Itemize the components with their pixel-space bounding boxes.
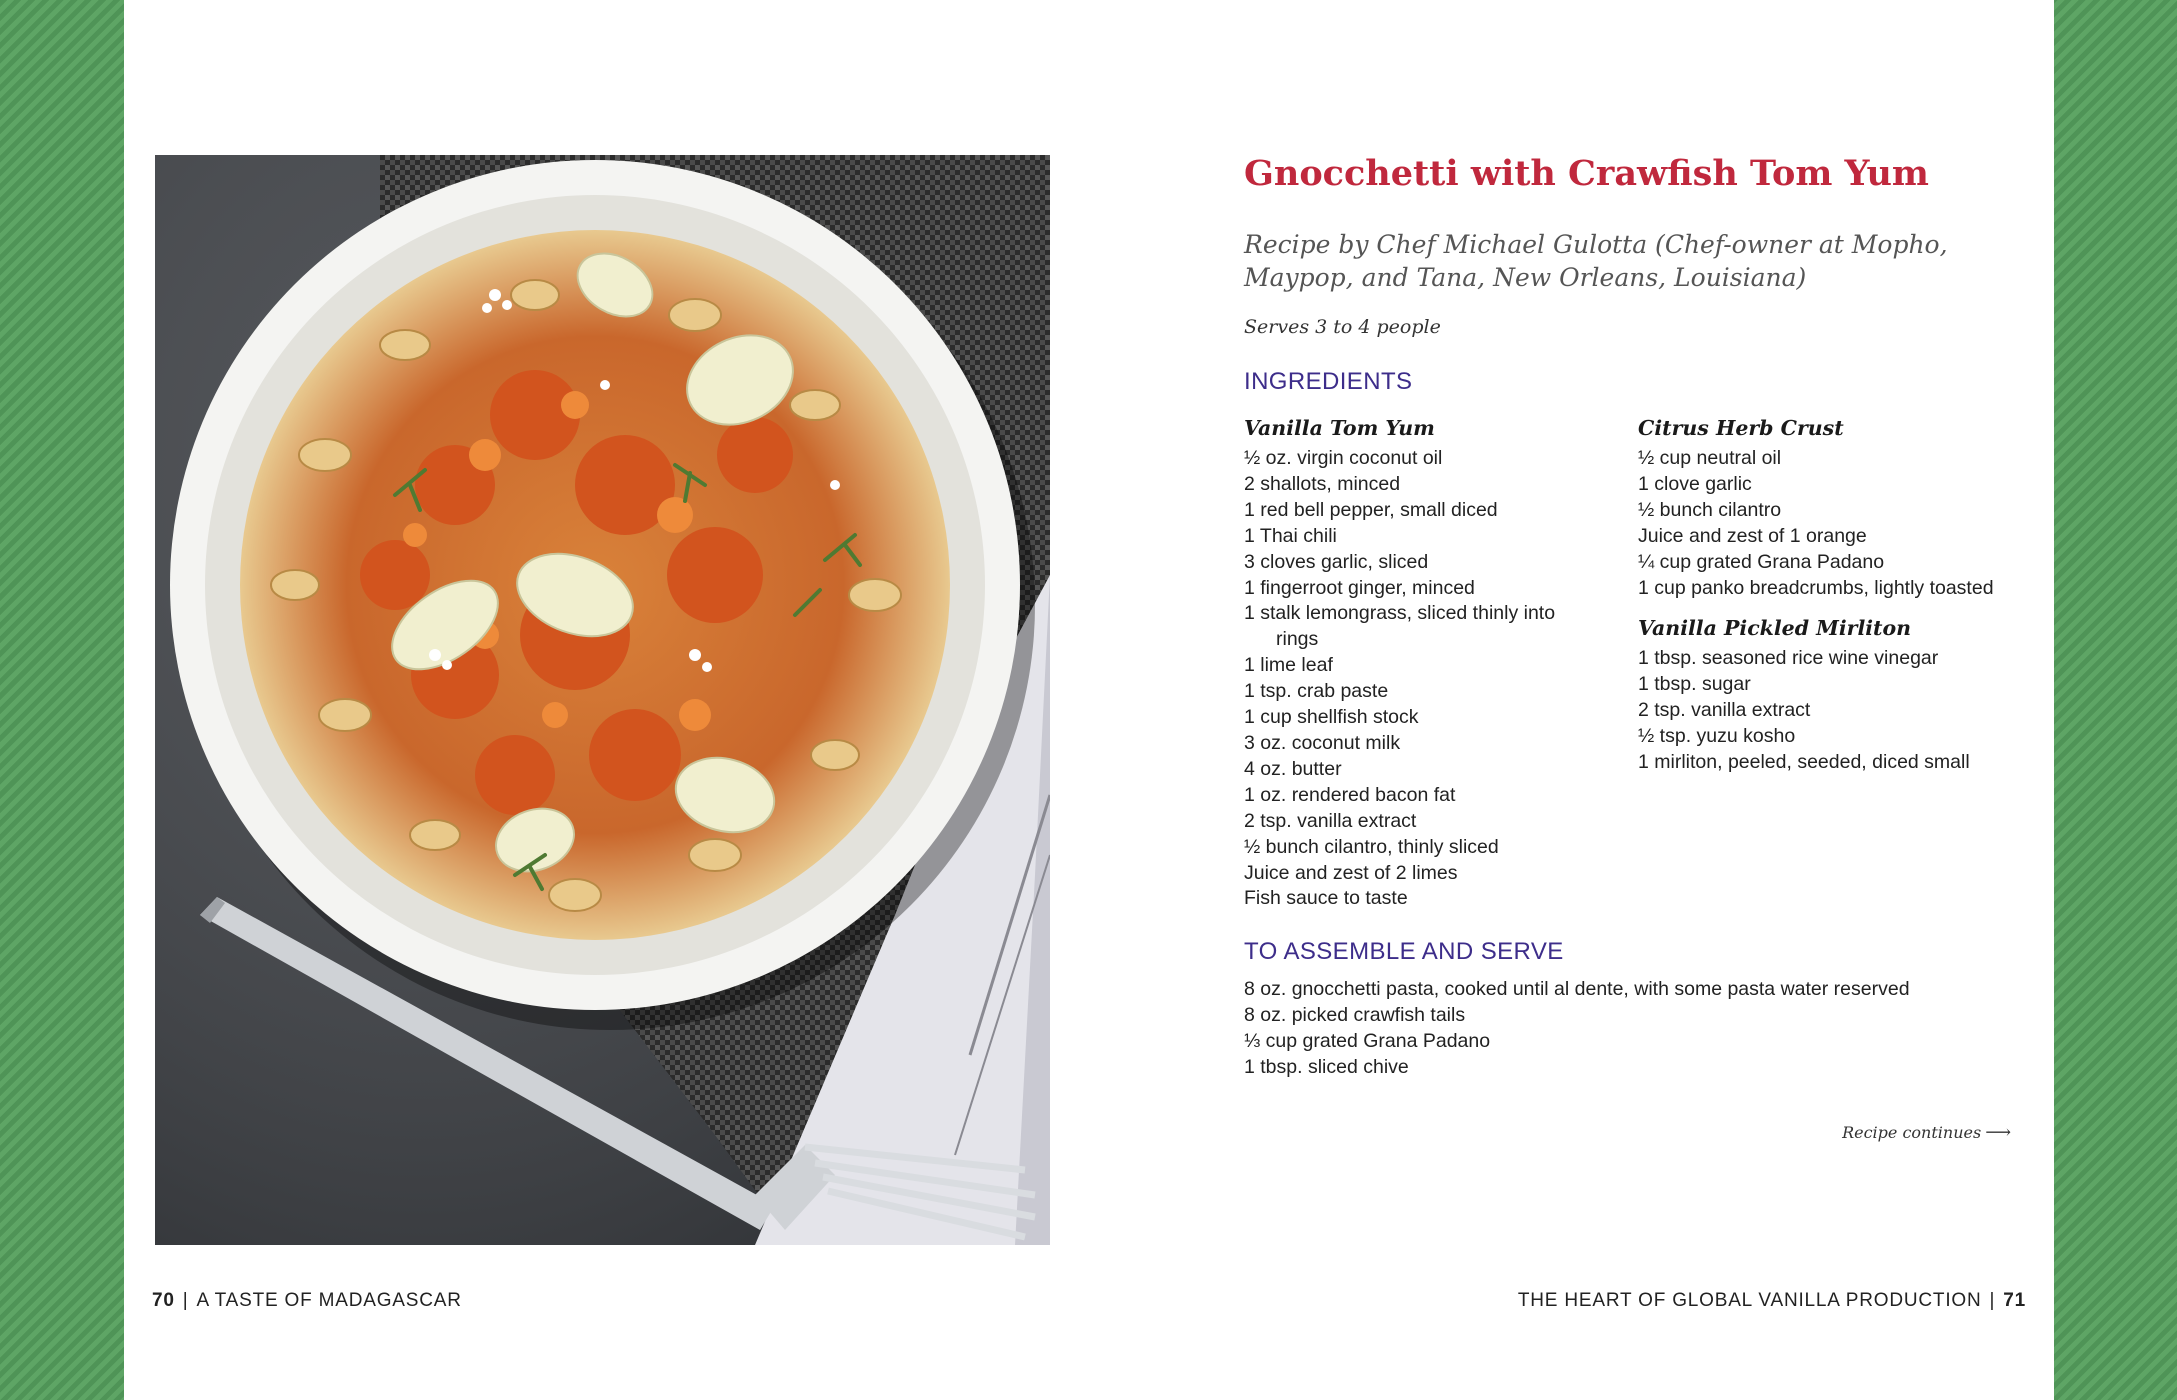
assemble-section	[1244, 977, 2024, 1081]
ingredient-item: 1 lime leaf	[1244, 654, 1333, 677]
assemble-item: 1 tbsp. sliced chive	[1244, 1055, 1409, 1078]
ingredients-right-column	[1638, 415, 2018, 776]
footer-separator: |	[1989, 1290, 1996, 1311]
footer-separator: |	[182, 1290, 189, 1311]
ingredient-item: 3 cloves garlic, sliced	[1244, 550, 1429, 573]
recipe-continues-link[interactable]	[1842, 1122, 2011, 1143]
vanilla-tom-yum-heading: Vanilla Tom Yum	[1244, 416, 1435, 440]
recipe-serves: Serves 3 to 4 people	[1244, 316, 1441, 338]
ingredient-item: 1 stalk lemongrass, sliced thinly into rings	[1244, 602, 1556, 651]
vanilla-tom-yum-list	[1244, 446, 1624, 912]
ingredient-item: ½ bunch cilantro	[1638, 498, 1782, 521]
ingredient-item: 1 oz. rendered bacon fat	[1244, 783, 1456, 806]
ingredient-item: 1 red bell pepper, small diced	[1244, 498, 1498, 521]
dish-photo	[155, 155, 1050, 1245]
ingredient-item: 2 tsp. vanilla extract	[1638, 699, 1811, 722]
ingredient-item: 2 shallots, minced	[1244, 472, 1401, 495]
recipe-byline: Recipe by Chef Michael Gulotta (Chef-owner at Mopho, Maypop, and Tana, New Orleans, Louisiana)	[1244, 230, 1948, 292]
ingredient-item: ½ bunch cilantro, thinly sliced	[1244, 835, 1499, 858]
ingredient-item: 1 cup shellfish stock	[1244, 706, 1419, 729]
ingredients-heading: INGREDIENTS	[1244, 368, 1413, 395]
ingredient-item: 1 tbsp. sugar	[1638, 673, 1751, 696]
arrow-right-icon: ⟶	[1985, 1122, 2011, 1143]
ingredient-item: Juice and zest of 2 limes	[1244, 861, 1458, 884]
assemble-item: 8 oz. gnocchetti pasta, cooked until al dente, with some pasta water reserved	[1244, 978, 1910, 1000]
assemble-list	[1244, 977, 2024, 1081]
ingredient-item: 1 Thai chili	[1244, 524, 1337, 547]
ingredient-item: 1 cup panko breadcrumbs, lightly toasted	[1638, 576, 1994, 599]
ingredient-item: Juice and zest of 1 orange	[1638, 524, 1867, 547]
right-running-title: THE HEART OF GLOBAL VANILLA PRODUCTION	[1517, 1290, 1982, 1311]
footer-right	[1518, 1290, 2026, 1312]
assemble-item: 8 oz. picked crawfish tails	[1244, 1003, 1466, 1026]
ingredient-item: 1 fingerroot ginger, minced	[1244, 576, 1475, 599]
ingredient-item: 4 oz. butter	[1244, 757, 1342, 780]
recipe-title: Gnocchetti with Crawfish Tom Yum	[1244, 153, 1929, 194]
ingredient-item: 1 clove garlic	[1638, 472, 1752, 495]
dish-illustration	[155, 155, 1050, 1245]
left-running-title: A TASTE OF MADAGASCAR	[196, 1290, 462, 1311]
book-spread	[124, 0, 2054, 1400]
assemble-heading: TO ASSEMBLE AND SERVE	[1244, 938, 1564, 965]
citrus-herb-crust-list	[1638, 446, 2018, 601]
ingredient-item: ¼ cup grated Grana Padano	[1638, 550, 1885, 573]
ingredient-item: ½ oz. virgin coconut oil	[1244, 447, 1443, 469]
ingredient-item: 2 tsp. vanilla extract	[1244, 809, 1417, 832]
left-page-number: 70	[152, 1290, 175, 1311]
recipe-continues-label: Recipe continues	[1842, 1123, 1982, 1142]
ingredient-item: ½ cup neutral oil	[1638, 447, 1782, 469]
ingredient-item: 1 tbsp. seasoned rice wine vinegar	[1638, 647, 1939, 670]
right-page-number: 71	[2003, 1290, 2026, 1311]
ingredient-item: 1 tsp. crab paste	[1244, 680, 1389, 703]
ingredients-left-column	[1244, 415, 1624, 912]
vanilla-pickled-mirliton-list	[1638, 646, 2018, 776]
vanilla-pickled-mirliton-heading: Vanilla Pickled Mirliton	[1638, 616, 1912, 641]
ingredient-item: 1 mirliton, peeled, seeded, diced small	[1638, 751, 1970, 774]
citrus-herb-crust-heading: Citrus Herb Crust	[1638, 416, 1844, 440]
footer-left	[152, 1290, 462, 1312]
ingredient-item: 3 oz. coconut milk	[1244, 731, 1401, 754]
ingredient-item: Fish sauce to taste	[1244, 887, 1408, 910]
assemble-item: ⅓ cup grated Grana Padano	[1244, 1029, 1491, 1052]
ingredient-item: ½ tsp. yuzu kosho	[1638, 725, 1796, 748]
